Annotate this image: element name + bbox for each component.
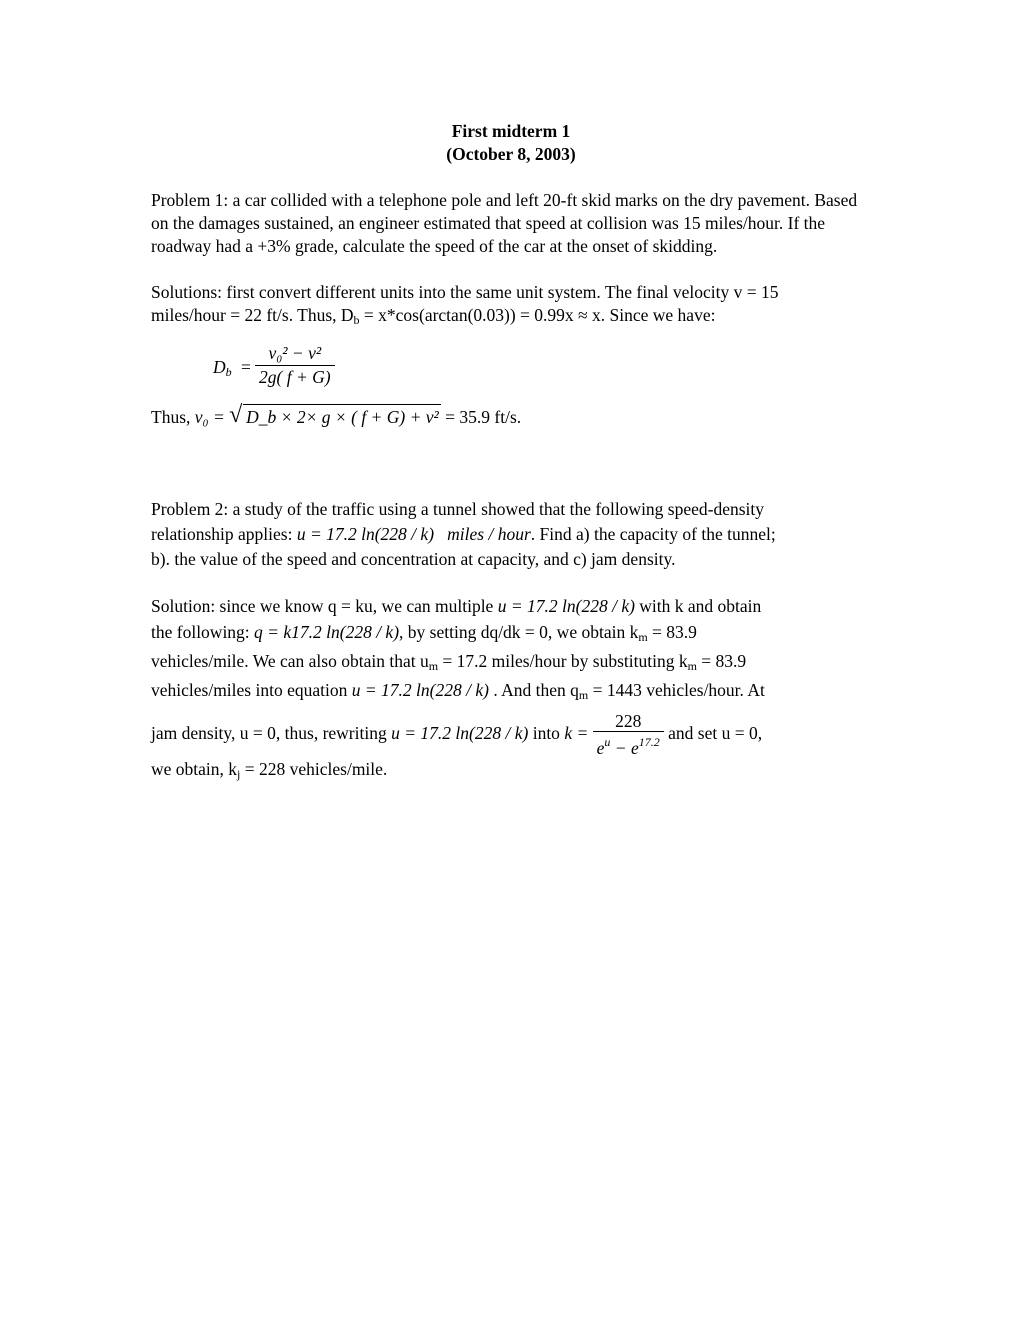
solution-2-line-5: jam density, u = 0, thus, rewriting u = 17.2 ln(228 / k) into k = $\frac{228}{e^u - e^{17.2}}$ and set u = 0, xyxy=(151,711,763,759)
solution-1-result: Thus, v₀ = √ D_b × 2× g × ( f + G) + v² = 35.9 ft/s. xyxy=(151,402,522,428)
jam-density-numerator: 228 xyxy=(593,711,664,732)
solution-2-line-4: vehicles/miles into equation u = 17.2 ln(228 / k) . And then $q_m = 1443$ vehicles/hour. At xyxy=(151,680,765,702)
title-line-1: First midterm 1 xyxy=(451,121,571,141)
solution-2-line-1: Solution: since we know q = ku, we can multiple u = 17.2 ln(228 / k) with k and obtain xyxy=(151,596,762,616)
document-page xyxy=(151,120,871,786)
title-line-2: (October 8, 2003) xyxy=(446,144,576,164)
problem-2-line-2: relationship applies: u = 17.2 ln(228 / k) miles / hour. Find a) the capacity of the tunnel; xyxy=(151,524,776,544)
problem-2-line-1: Problem 2: a study of the traffic using a tunnel showed that the following speed-density xyxy=(151,499,765,519)
jam-density-denominator: $e^u - e^{17.2}$ xyxy=(596,735,660,759)
solution-1-line-2: miles/hour = 22 ft/s. Thus, $D_b = x*\cos(\arctan(0.03)) = 0.99x \approx x$. Since we have: xyxy=(151,305,716,327)
braking-distance-equation: $D_b$ = $\frac{\text{v₀² − v²}}{2g( f + G)}$ xyxy=(213,342,871,404)
solution-2-line-2: the following: q = k17.2 ln(228 / k), by setting dq/dk = 0, we obtain $k_m = 83.9$ xyxy=(151,622,697,644)
solution-1-line-1: Solutions: first convert different units into the same unit system. The final velocity v = 15 xyxy=(151,282,779,302)
document-title xyxy=(151,120,871,166)
solution-2-line-6: we obtain, $k_j = 228$ vehicles/mile. xyxy=(151,759,388,782)
equation-numerator: v₀² − v² xyxy=(255,342,335,366)
problem-2-line-3: b). the value of the speed and concentration at capacity, and c) jam density. xyxy=(151,549,676,569)
solution-2-line-3: vehicles/mile. We can also obtain that $u_m = 17.2$ miles/hour by substituting $k_m = 83.9$ xyxy=(151,651,747,673)
equation-denominator: 2g( f + G) xyxy=(259,367,331,387)
problem-1-text: Problem 1: a car collided with a telephone pole and left 20-ft skid marks on the dry pavement. Based on the damages sustained, an engineer estimated that speed at collision was 15 miles/hour. If the roadway had a +3% grade, calculate the speed of the car at the onset of skidding. xyxy=(151,190,858,256)
